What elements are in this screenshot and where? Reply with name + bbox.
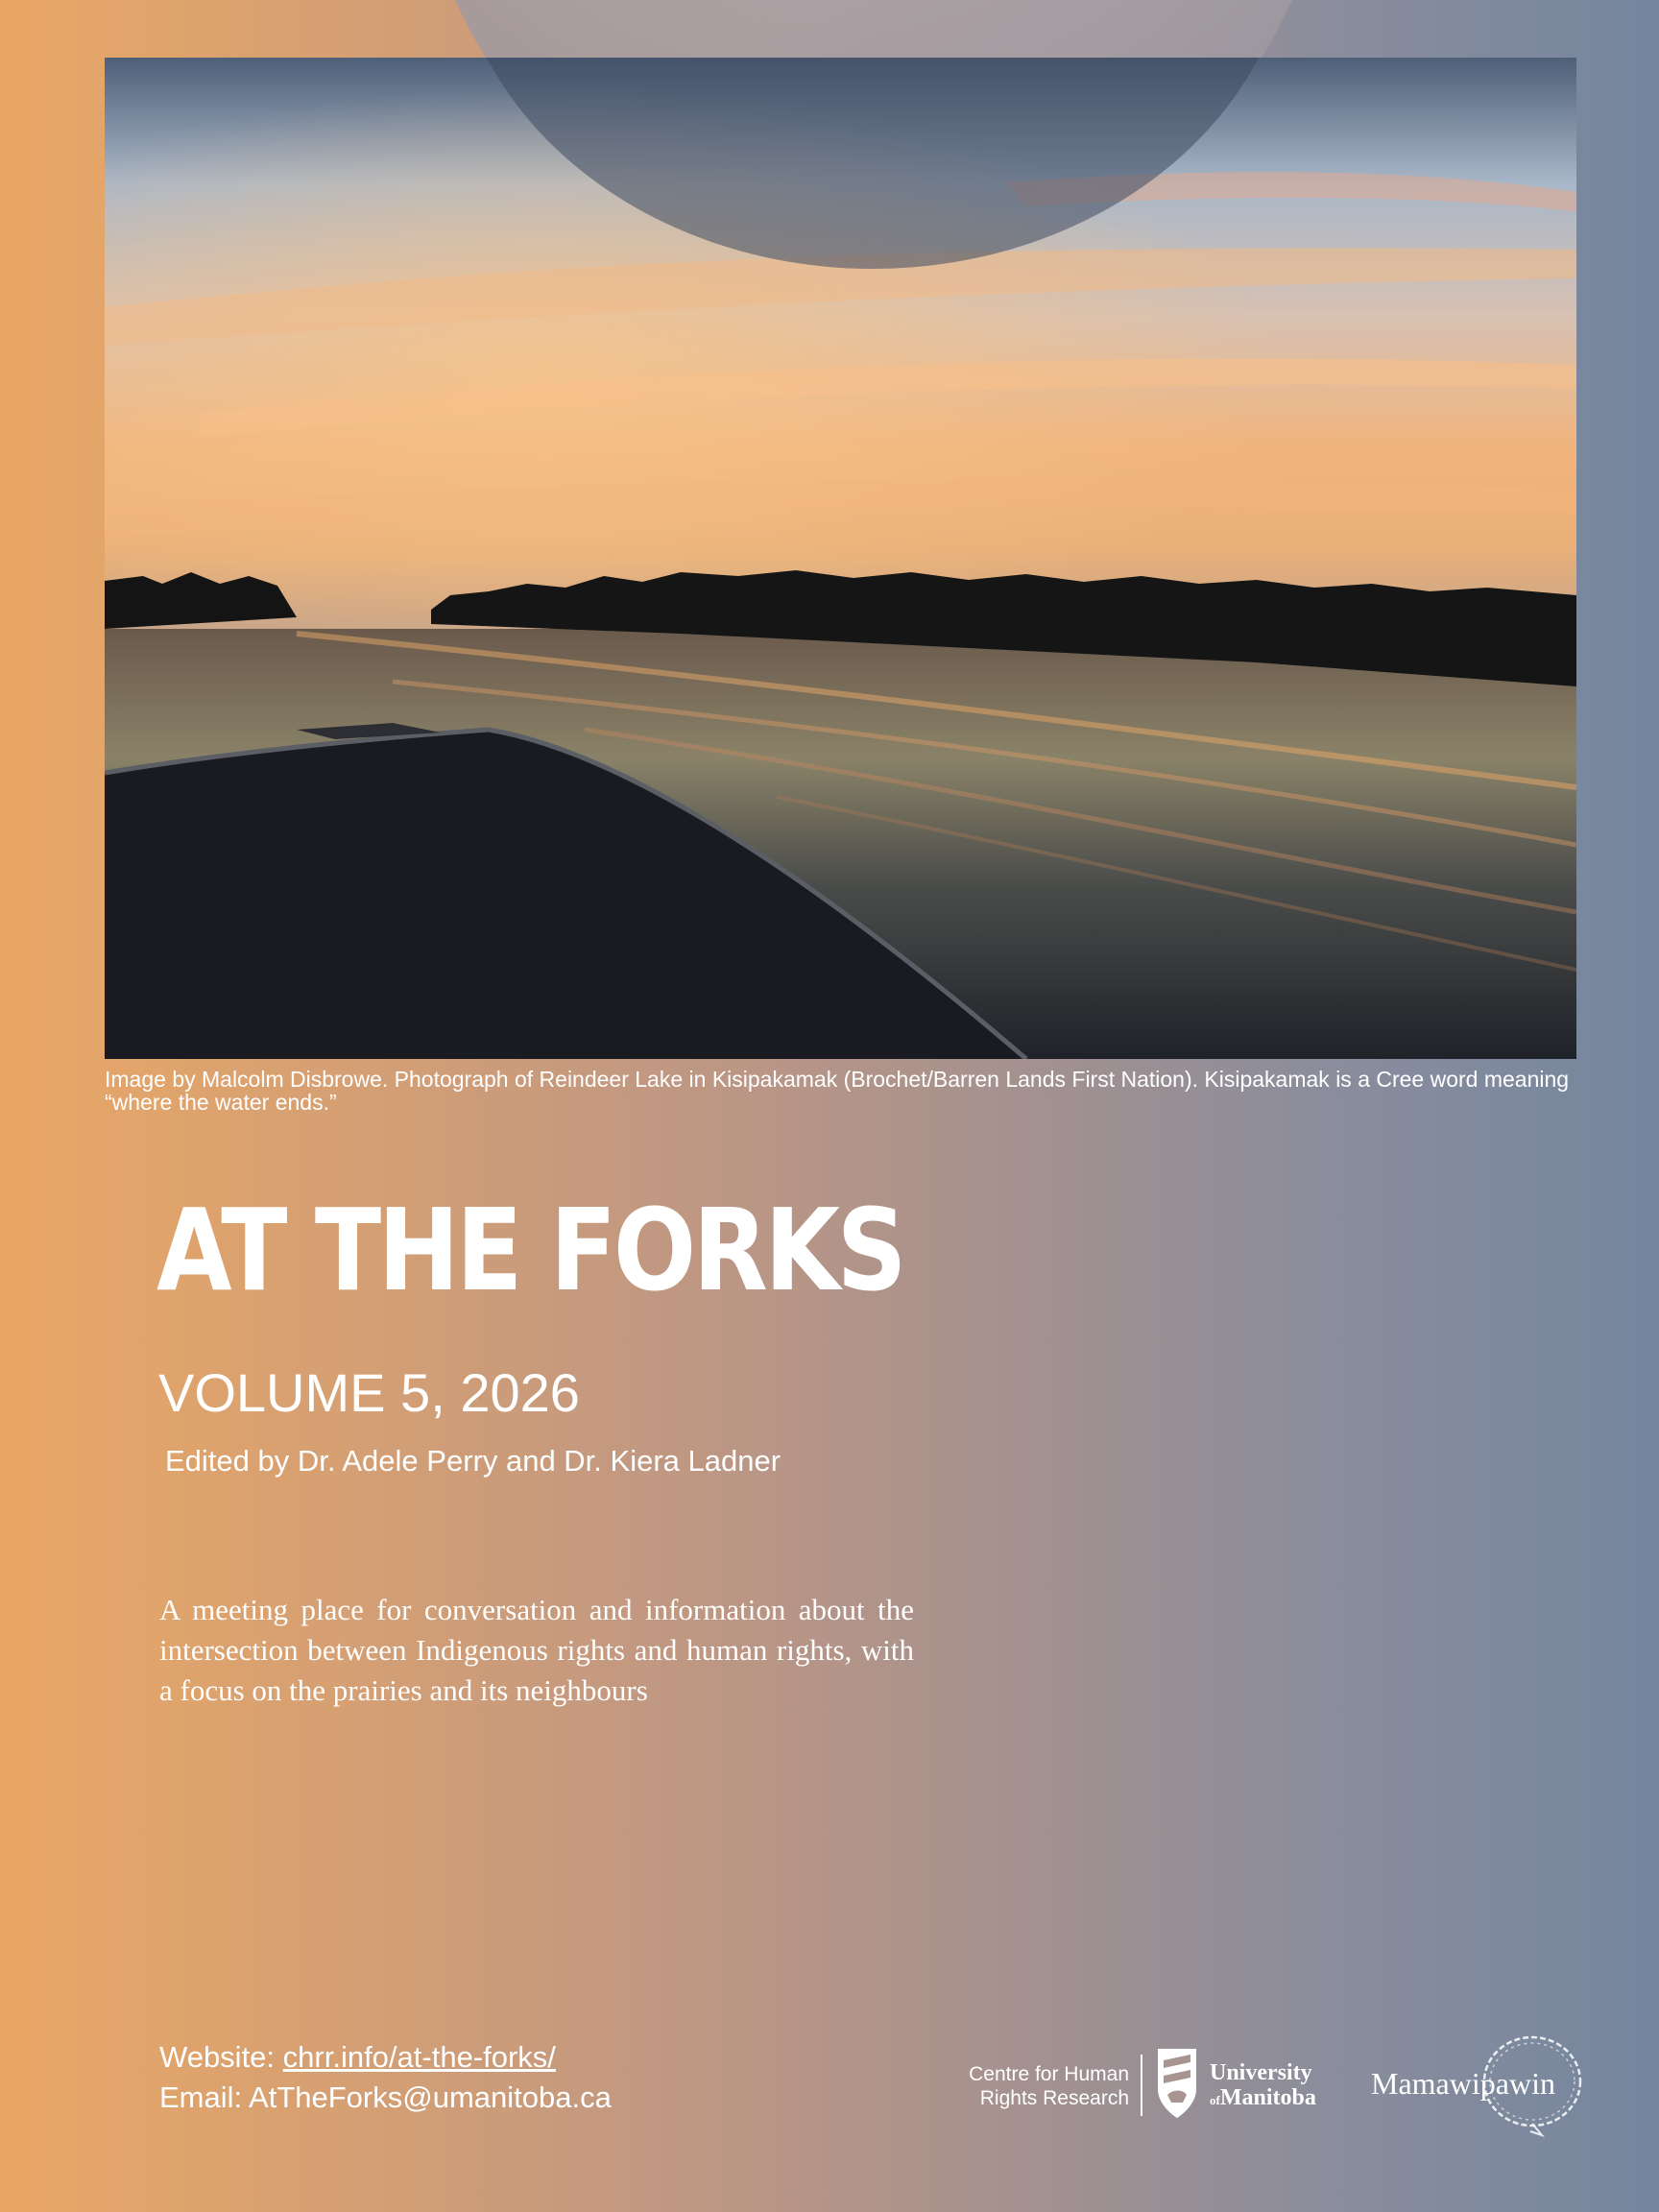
lake-sunset-photo (105, 58, 1576, 1059)
university-shield-icon (1154, 2045, 1200, 2122)
editors-line: Edited by Dr. Adele Perry and Dr. Kiera Ladner (165, 1444, 781, 1478)
website-link[interactable]: chrr.info/at-the-forks/ (282, 2040, 556, 2074)
mamawipawin-logo (1369, 2032, 1590, 2137)
chrr-line-1: Centre for Human (969, 2063, 1129, 2085)
um-line-1: University (1210, 2060, 1312, 2085)
mamawipawin-wordmark: Mamawipawin (1371, 2066, 1555, 2101)
university-of-manitoba-logo (1210, 2060, 1316, 2113)
publication-title: AT THE FORKS (156, 1184, 904, 1316)
volume-label: VOLUME 5, 2026 (158, 1362, 580, 1423)
cover-photo (105, 58, 1576, 1059)
website-line (159, 2037, 612, 2078)
email-line[interactable]: Email: AtTheForks@umanitoba.ca (159, 2080, 612, 2114)
website-label: Website: (159, 2040, 283, 2074)
um-of: of (1210, 2093, 1220, 2107)
contact-info (159, 2037, 612, 2118)
photo-caption: Image by Malcolm Disbrowe. Photograph of Reindeer Lake in Kisipakamak (Brochet/Barren Lands First Nation). Kisipakamak is a Cree word meaning “where the water ends.” (105, 1067, 1570, 1115)
chrr-logo-text (941, 2062, 1129, 2110)
um-line-2: Manitoba (1219, 2085, 1316, 2110)
logo-divider (1141, 2055, 1142, 2116)
chrr-line-2: Rights Research (979, 2087, 1129, 2109)
tagline: A meeting place for conversation and information about the intersection between Indigenous rights and human rights, with a focus on the prairies and its neighbours (159, 1593, 914, 1707)
